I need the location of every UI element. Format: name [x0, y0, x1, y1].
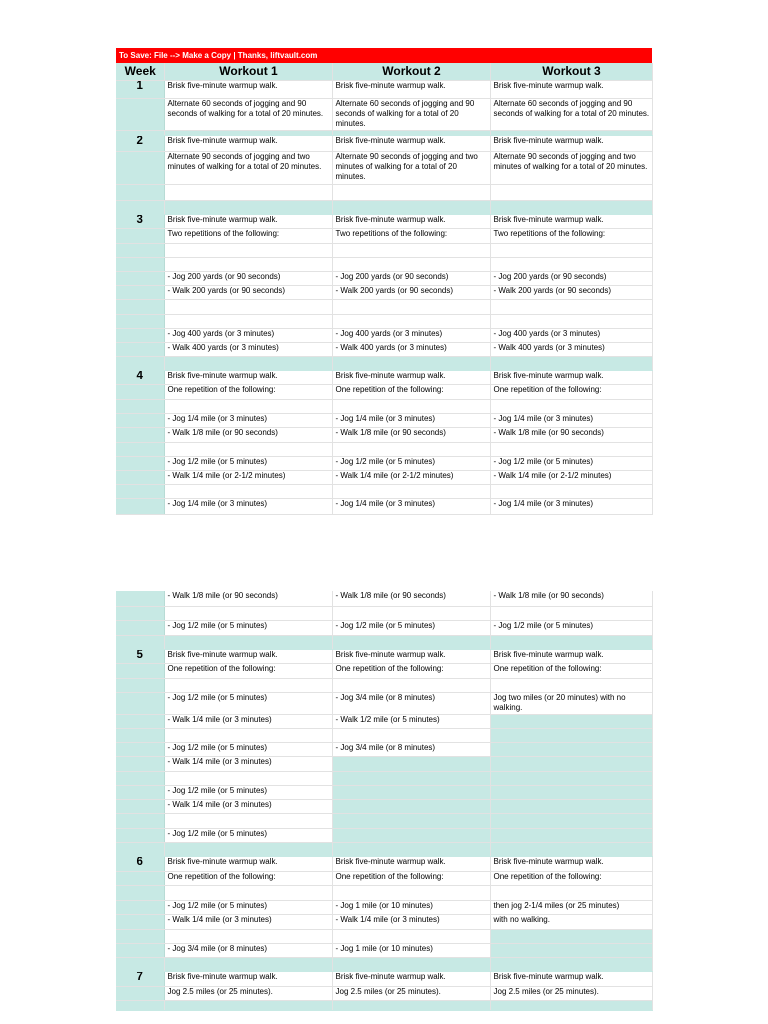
workout-1-cell: - Jog 1/4 mile (or 3 minutes): [164, 499, 332, 515]
week-cell: [116, 828, 164, 842]
week-cell: [116, 457, 164, 471]
workout-2-cell: Brisk five-minute warmup walk.: [332, 856, 490, 871]
workout-3-cell: [490, 300, 652, 315]
table-row: [116, 443, 652, 457]
week-cell: [116, 620, 164, 635]
workout-3-cell: - Jog 200 yards (or 90 seconds): [490, 272, 652, 286]
separator-cell: [332, 1000, 490, 1010]
table-row: [116, 152, 652, 185]
workout-2-cell: - Walk 1/8 mile (or 90 seconds): [332, 591, 490, 606]
week-cell: [116, 99, 164, 131]
workout-3-cell: - Walk 200 yards (or 90 seconds): [490, 286, 652, 300]
separator-row: [116, 1000, 652, 1010]
workout-2-cell: [332, 678, 490, 692]
separator-cell: [116, 201, 164, 215]
workout-2-cell: - Jog 3/4 mile (or 8 minutes): [332, 742, 490, 756]
save-banner: To Save: File --> Make a Copy | Thanks, liftvault.com: [116, 48, 652, 63]
separator-cell: [332, 357, 490, 371]
table-row: [116, 649, 652, 663]
workout-1-cell: - Walk 1/4 mile (or 3 minutes): [164, 756, 332, 771]
workout-2-cell: Brisk five-minute warmup walk.: [332, 649, 490, 663]
separator-cell: [116, 957, 164, 971]
week-cell: [116, 914, 164, 929]
workout-1-cell: - Jog 1/2 mile (or 5 minutes): [164, 457, 332, 471]
workout-2-cell: - Walk 1/2 mile (or 5 minutes): [332, 714, 490, 728]
table-row: [116, 591, 652, 606]
table-row: [116, 371, 652, 385]
workout-1-cell: - Walk 1/4 mile (or 2-1/2 minutes): [164, 471, 332, 485]
table-row: [116, 499, 652, 515]
week-cell: 5: [116, 649, 164, 663]
week-cell: [116, 986, 164, 1000]
workout-1-cell: [164, 771, 332, 785]
workout-3-cell: [490, 799, 652, 813]
table-row: [116, 185, 652, 201]
workout-1-cell: Jog 2.5 miles (or 25 minutes).: [164, 986, 332, 1000]
workout-3-cell: [490, 244, 652, 258]
workout-3-cell: - Jog 400 yards (or 3 minutes): [490, 329, 652, 343]
workout-1-cell: Alternate 60 seconds of jogging and 90 seconds of walking for a total of 20 minutes.: [164, 99, 332, 131]
workout-1-cell: One repetition of the following:: [164, 385, 332, 400]
table-row: [116, 343, 652, 357]
workout-3-cell: Alternate 90 seconds of jogging and two minutes of walking for a total of 20 minutes.: [490, 152, 652, 185]
workout-2-cell: Brisk five-minute warmup walk.: [332, 971, 490, 986]
table-row: [116, 692, 652, 714]
workout-2-cell: [332, 929, 490, 943]
workout-3-cell: [490, 728, 652, 742]
workout-1-cell: [164, 813, 332, 828]
week-cell: [116, 591, 164, 606]
workout-1-cell: Brisk five-minute warmup walk.: [164, 136, 332, 152]
separator-cell: [116, 635, 164, 649]
workout-1-cell: - Walk 1/4 mile (or 3 minutes): [164, 714, 332, 728]
workout-2-cell: - Jog 1 mile (or 10 minutes): [332, 943, 490, 957]
separator-cell: [164, 842, 332, 856]
workout-3-cell: Two repetitions of the following:: [490, 229, 652, 244]
workout-2-cell: [332, 828, 490, 842]
week-cell: 1: [116, 81, 164, 99]
workout-3-cell: - Walk 1/8 mile (or 90 seconds): [490, 591, 652, 606]
table-row: [116, 943, 652, 957]
workout-2-cell: [332, 728, 490, 742]
separator-cell: [490, 842, 652, 856]
table-row: [116, 756, 652, 771]
workout-1-cell: - Jog 200 yards (or 90 seconds): [164, 272, 332, 286]
week-cell: [116, 663, 164, 678]
week-cell: [116, 771, 164, 785]
workout-3-cell: [490, 678, 652, 692]
workout-1-cell: [164, 244, 332, 258]
week-cell: [116, 799, 164, 813]
workout-2-cell: [332, 885, 490, 900]
workout-3-cell: [490, 185, 652, 201]
table-row: [116, 244, 652, 258]
week-cell: [116, 756, 164, 771]
workout-2-cell: - Jog 3/4 mile (or 8 minutes): [332, 692, 490, 714]
workout-3-cell: - Walk 1/8 mile (or 90 seconds): [490, 428, 652, 443]
week-cell: [116, 343, 164, 357]
workout-1-cell: - Jog 1/2 mile (or 5 minutes): [164, 692, 332, 714]
table-row: [116, 971, 652, 986]
workout-2-cell: - Walk 1/4 mile (or 2-1/2 minutes): [332, 471, 490, 485]
header-week: Week: [116, 63, 164, 81]
workout-1-cell: [164, 258, 332, 272]
workout-3-cell: - Walk 400 yards (or 3 minutes): [490, 343, 652, 357]
workout-1-cell: [164, 678, 332, 692]
week-cell: [116, 900, 164, 914]
workout-2-cell: Jog 2.5 miles (or 25 minutes).: [332, 986, 490, 1000]
workout-2-cell: [332, 813, 490, 828]
table-row: [116, 485, 652, 499]
week-cell: [116, 871, 164, 885]
separator-cell: [332, 957, 490, 971]
workout-1-cell: Brisk five-minute warmup walk.: [164, 649, 332, 663]
workout-2-cell: - Jog 400 yards (or 3 minutes): [332, 329, 490, 343]
separator-row: [116, 842, 652, 856]
workout-2-cell: One repetition of the following:: [332, 385, 490, 400]
workout-1-cell: One repetition of the following:: [164, 663, 332, 678]
workout-3-cell: - Jog 1/2 mile (or 5 minutes): [490, 620, 652, 635]
workout-2-cell: - Jog 1 mile (or 10 minutes): [332, 900, 490, 914]
workout-3-cell: Brisk five-minute warmup walk.: [490, 81, 652, 99]
workout-2-cell: - Jog 200 yards (or 90 seconds): [332, 272, 490, 286]
workout-3-cell: [490, 943, 652, 957]
table-row: [116, 471, 652, 485]
workout-2-cell: Brisk five-minute warmup walk.: [332, 81, 490, 99]
table-row: [116, 813, 652, 828]
separator-cell: [332, 201, 490, 215]
week-cell: [116, 943, 164, 957]
workout-3-cell: Brisk five-minute warmup walk.: [490, 371, 652, 385]
workout-1-cell: - Jog 1/2 mile (or 5 minutes): [164, 785, 332, 799]
workout-2-cell: [332, 771, 490, 785]
workout-1-cell: - Jog 1/2 mile (or 5 minutes): [164, 900, 332, 914]
week-cell: [116, 244, 164, 258]
table-row: [116, 272, 652, 286]
workout-3-cell: [490, 929, 652, 943]
workout-3-cell: Brisk five-minute warmup walk.: [490, 649, 652, 663]
table-row: [116, 620, 652, 635]
table-row: [116, 215, 652, 229]
workout-1-cell: Brisk five-minute warmup walk.: [164, 81, 332, 99]
table-row: [116, 929, 652, 943]
workout-3-cell: [490, 714, 652, 728]
workout-2-cell: - Jog 1/4 mile (or 3 minutes): [332, 499, 490, 515]
workout-2-cell: Alternate 90 seconds of jogging and two minutes of walking for a total of 20 minutes.: [332, 152, 490, 185]
separator-cell: [490, 635, 652, 649]
workout-3-cell: - Jog 1/4 mile (or 3 minutes): [490, 414, 652, 428]
week-cell: [116, 929, 164, 943]
table-row: [116, 856, 652, 871]
workout-1-cell: [164, 929, 332, 943]
workout-2-cell: One repetition of the following:: [332, 663, 490, 678]
workout-1-cell: - Walk 1/8 mile (or 90 seconds): [164, 591, 332, 606]
workout-1-cell: - Walk 1/4 mile (or 3 minutes): [164, 799, 332, 813]
week-cell: 7: [116, 971, 164, 986]
workout-1-cell: [164, 728, 332, 742]
week-cell: [116, 499, 164, 515]
workout-3-cell: [490, 771, 652, 785]
week-cell: [116, 742, 164, 756]
workout-3-cell: One repetition of the following:: [490, 385, 652, 400]
week-cell: [116, 385, 164, 400]
separator-cell: [490, 957, 652, 971]
workout-2-cell: Two repetitions of the following:: [332, 229, 490, 244]
workout-3-cell: Alternate 60 seconds of jogging and 90 seconds of walking for a total of 20 minutes.: [490, 99, 652, 131]
workout-table-page-2: [116, 591, 653, 1011]
workout-2-cell: [332, 400, 490, 414]
table-row: [116, 900, 652, 914]
workout-1-cell: [164, 485, 332, 499]
workout-2-cell: - Walk 400 yards (or 3 minutes): [332, 343, 490, 357]
week-cell: [116, 286, 164, 300]
table-row: [116, 400, 652, 414]
table-row: [116, 885, 652, 900]
week-cell: [116, 606, 164, 620]
separator-cell: [490, 357, 652, 371]
table-row: [116, 663, 652, 678]
separator-row: [116, 357, 652, 371]
workout-3-cell: One repetition of the following:: [490, 663, 652, 678]
workout-1-cell: Brisk five-minute warmup walk.: [164, 856, 332, 871]
table-row: [116, 986, 652, 1000]
week-cell: [116, 785, 164, 799]
workout-1-cell: [164, 300, 332, 315]
week-cell: 4: [116, 371, 164, 385]
table-row: [116, 742, 652, 756]
table-row: [116, 914, 652, 929]
table-row: [116, 258, 652, 272]
workout-3-cell: Brisk five-minute warmup walk.: [490, 215, 652, 229]
workout-1-cell: [164, 443, 332, 457]
workout-1-cell: - Jog 1/2 mile (or 5 minutes): [164, 742, 332, 756]
table-row: [116, 300, 652, 315]
table-row: [116, 871, 652, 885]
separator-cell: [332, 842, 490, 856]
workout-3-cell: [490, 742, 652, 756]
week-cell: [116, 728, 164, 742]
workout-2-cell: - Walk 200 yards (or 90 seconds): [332, 286, 490, 300]
workout-1-cell: Brisk five-minute warmup walk.: [164, 371, 332, 385]
workout-2-cell: [332, 300, 490, 315]
table-row: [116, 414, 652, 428]
workout-2-cell: [332, 185, 490, 201]
table-row: [116, 728, 652, 742]
workout-1-cell: - Jog 1/2 mile (or 5 minutes): [164, 620, 332, 635]
workout-2-cell: [332, 258, 490, 272]
week-cell: [116, 152, 164, 185]
workout-3-cell: [490, 315, 652, 329]
workout-2-cell: [332, 606, 490, 620]
workout-1-cell: - Jog 1/4 mile (or 3 minutes): [164, 414, 332, 428]
separator-cell: [164, 1000, 332, 1010]
week-cell: [116, 414, 164, 428]
separator-cell: [116, 842, 164, 856]
workout-3-cell: Brisk five-minute warmup walk.: [490, 856, 652, 871]
workout-1-cell: [164, 315, 332, 329]
table-row: [116, 457, 652, 471]
separator-row: [116, 201, 652, 215]
workout-3-cell: [490, 485, 652, 499]
workout-2-cell: [332, 244, 490, 258]
workout-3-cell: [490, 828, 652, 842]
workout-3-cell: [490, 813, 652, 828]
separator-row: [116, 635, 652, 649]
week-cell: [116, 400, 164, 414]
header-workout-2: Workout 2: [332, 63, 490, 81]
table-row: [116, 315, 652, 329]
workout-3-cell: [490, 756, 652, 771]
week-cell: [116, 714, 164, 728]
separator-cell: [490, 1000, 652, 1010]
workout-1-cell: - Walk 400 yards (or 3 minutes): [164, 343, 332, 357]
week-cell: [116, 443, 164, 457]
workout-3-cell: [490, 258, 652, 272]
workout-2-cell: Brisk five-minute warmup walk.: [332, 215, 490, 229]
workout-2-cell: [332, 443, 490, 457]
table-row: [116, 678, 652, 692]
workout-1-cell: [164, 185, 332, 201]
workout-2-cell: [332, 315, 490, 329]
week-cell: [116, 885, 164, 900]
week-cell: [116, 813, 164, 828]
workout-3-cell: Brisk five-minute warmup walk.: [490, 971, 652, 986]
week-cell: [116, 258, 164, 272]
workout-3-cell: - Walk 1/4 mile (or 2-1/2 minutes): [490, 471, 652, 485]
workout-1-cell: [164, 606, 332, 620]
separator-cell: [164, 957, 332, 971]
workout-2-cell: Brisk five-minute warmup walk.: [332, 136, 490, 152]
workout-1-cell: - Jog 1/2 mile (or 5 minutes): [164, 828, 332, 842]
week-cell: 6: [116, 856, 164, 871]
workout-2-cell: [332, 785, 490, 799]
week-cell: [116, 471, 164, 485]
workout-3-cell: [490, 443, 652, 457]
table-row: [116, 771, 652, 785]
workout-1-cell: - Jog 3/4 mile (or 8 minutes): [164, 943, 332, 957]
workout-1-cell: - Walk 1/4 mile (or 3 minutes): [164, 914, 332, 929]
table-row: [116, 99, 652, 131]
week-cell: [116, 485, 164, 499]
workout-3-cell: [490, 400, 652, 414]
week-cell: [116, 329, 164, 343]
workout-3-cell: - Jog 1/2 mile (or 5 minutes): [490, 457, 652, 471]
workout-1-cell: Alternate 90 seconds of jogging and two minutes of walking for a total of 20 minutes.: [164, 152, 332, 185]
table-row: [116, 286, 652, 300]
separator-cell: [116, 357, 164, 371]
table-row: [116, 799, 652, 813]
week-cell: [116, 272, 164, 286]
table-row: [116, 828, 652, 842]
week-cell: [116, 185, 164, 201]
week-cell: [116, 315, 164, 329]
week-cell: 3: [116, 215, 164, 229]
separator-row: [116, 957, 652, 971]
table-row: [116, 329, 652, 343]
workout-1-cell: Brisk five-minute warmup walk.: [164, 215, 332, 229]
table-row: [116, 229, 652, 244]
separator-cell: [332, 635, 490, 649]
separator-cell: [164, 201, 332, 215]
workout-2-cell: [332, 799, 490, 813]
workout-1-cell: - Walk 1/8 mile (or 90 seconds): [164, 428, 332, 443]
week-cell: [116, 300, 164, 315]
workout-2-cell: [332, 485, 490, 499]
workout-3-cell: [490, 785, 652, 799]
table-row: [116, 428, 652, 443]
workout-1-cell: Two repetitions of the following:: [164, 229, 332, 244]
separator-cell: [164, 635, 332, 649]
week-cell: [116, 428, 164, 443]
week-cell: [116, 229, 164, 244]
table-row: [116, 81, 652, 99]
workout-1-cell: - Walk 200 yards (or 90 seconds): [164, 286, 332, 300]
header-row: [116, 63, 652, 81]
table-row: [116, 136, 652, 152]
workout-1-cell: - Jog 400 yards (or 3 minutes): [164, 329, 332, 343]
workout-3-cell: Brisk five-minute warmup walk.: [490, 136, 652, 152]
table-row: [116, 785, 652, 799]
table-row: [116, 606, 652, 620]
workout-3-cell: [490, 885, 652, 900]
workout-3-cell: with no walking.: [490, 914, 652, 929]
workout-2-cell: - Walk 1/8 mile (or 90 seconds): [332, 428, 490, 443]
workout-3-cell: Jog two miles (or 20 minutes) with no walking.: [490, 692, 652, 714]
workout-3-cell: One repetition of the following:: [490, 871, 652, 885]
header-workout-1: Workout 1: [164, 63, 332, 81]
workout-3-cell: - Jog 1/4 mile (or 3 minutes): [490, 499, 652, 515]
separator-cell: [164, 357, 332, 371]
week-cell: 2: [116, 136, 164, 152]
table-row: [116, 385, 652, 400]
workout-3-cell: [490, 606, 652, 620]
workout-2-cell: - Jog 1/4 mile (or 3 minutes): [332, 414, 490, 428]
table-row: [116, 714, 652, 728]
workout-3-cell: Jog 2.5 miles (or 25 minutes).: [490, 986, 652, 1000]
separator-cell: [116, 1000, 164, 1010]
workout-2-cell: Brisk five-minute warmup walk.: [332, 371, 490, 385]
workout-1-cell: Brisk five-minute warmup walk.: [164, 971, 332, 986]
workout-1-cell: [164, 400, 332, 414]
workout-1-cell: [164, 885, 332, 900]
workout-2-cell: Alternate 60 seconds of jogging and 90 seconds of walking for a total of 20 minutes.: [332, 99, 490, 131]
workout-3-cell: then jog 2-1/4 miles (or 25 minutes): [490, 900, 652, 914]
header-workout-3: Workout 3: [490, 63, 652, 81]
workout-1-cell: One repetition of the following:: [164, 871, 332, 885]
week-cell: [116, 678, 164, 692]
workout-2-cell: - Walk 1/4 mile (or 3 minutes): [332, 914, 490, 929]
workout-2-cell: [332, 756, 490, 771]
separator-cell: [490, 201, 652, 215]
workout-table-page-1: [116, 63, 653, 515]
workout-2-cell: One repetition of the following:: [332, 871, 490, 885]
week-cell: [116, 692, 164, 714]
workout-2-cell: - Jog 1/2 mile (or 5 minutes): [332, 457, 490, 471]
workout-2-cell: - Jog 1/2 mile (or 5 minutes): [332, 620, 490, 635]
